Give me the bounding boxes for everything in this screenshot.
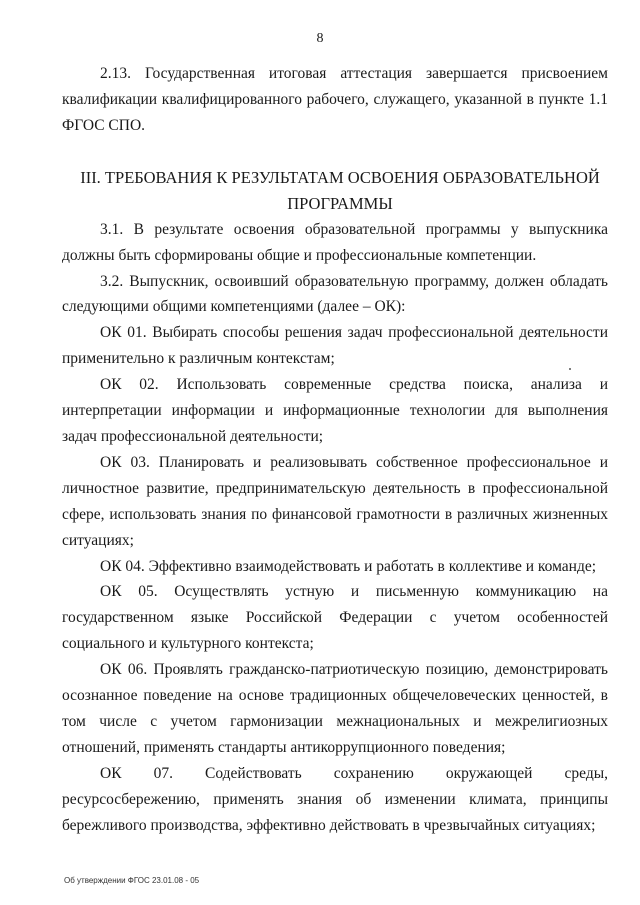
competency-ok-02: ОК 02. Использовать современные средства поиска, анализа и интерпретации информации и информационные технологии для выполнения задач профессиональной деятельности; — [62, 376, 608, 445]
competency-ok-07: ОК 07. Содействовать сохранению окружающей среды, ресурсосбережению, применять знания об изменении климата, принципы бережливого производства, эффективно действовать в чрезвычайных ситуациях; — [62, 764, 608, 834]
competency-ok-05: ОК 05. Осуществлять устную и письменную коммуникацию на государственном языке Российской Федерации с учетом особенностей социального и культурного контекста; — [62, 583, 608, 653]
paragraph-3-1: 3.1. В результате освоения образовательной программы у выпускника должны быть сформированы общие и профессиональные компетенции. — [62, 220, 608, 264]
competency-ok-01: ОК 01. Выбирать способы решения задач профессиональной деятельности применительно к различным контекстам; — [62, 324, 608, 368]
competency-ok-04: ОК 04. Эффективно взаимодействовать и работать в коллективе и команде; — [100, 557, 597, 575]
page-number: 8 — [316, 31, 324, 46]
paragraph-2-13: 2.13. Государственная итоговая аттестация завершается присвоением квалификации квалифицированного рабочего, служащего, указанной в пункте 1.1 ФГОС СПО. — [62, 65, 608, 134]
spacer — [62, 139, 608, 165]
section-heading: III. ТРЕБОВАНИЯ К РЕЗУЛЬТАТАМ ОСВОЕНИЯ ОБРАЗОВАТЕЛЬНОЙ ПРОГРАММЫ — [80, 167, 600, 213]
document-body — [62, 61, 608, 838]
scan-speck — [569, 368, 571, 370]
competency-ok-03: ОК 03. Планировать и реализовывать собственное профессиональное и личностное развитие, предпринимательскую деятельность в профессиональной сфере, использовать знания по финансовой грамотности в различных жизненных ситуациях; — [62, 453, 608, 549]
footer-note: Об утверждении ФГОС 23.01.08 - 05 — [64, 876, 200, 885]
competency-ok-06: ОК 06. Проявлять гражданско-патриотическую позицию, демонстрировать осознанное поведение на основе традиционных общечеловеческих ценностей, в том числе с учетом гармонизации межнациональных и межрелигиозных отношений, применять стандарты антикоррупционного поведения; — [62, 661, 608, 756]
paragraph-3-2: 3.2. Выпускник, освоивший образовательную программу, должен обладать следующими общими компетенциями (далее – ОК): — [62, 272, 608, 316]
